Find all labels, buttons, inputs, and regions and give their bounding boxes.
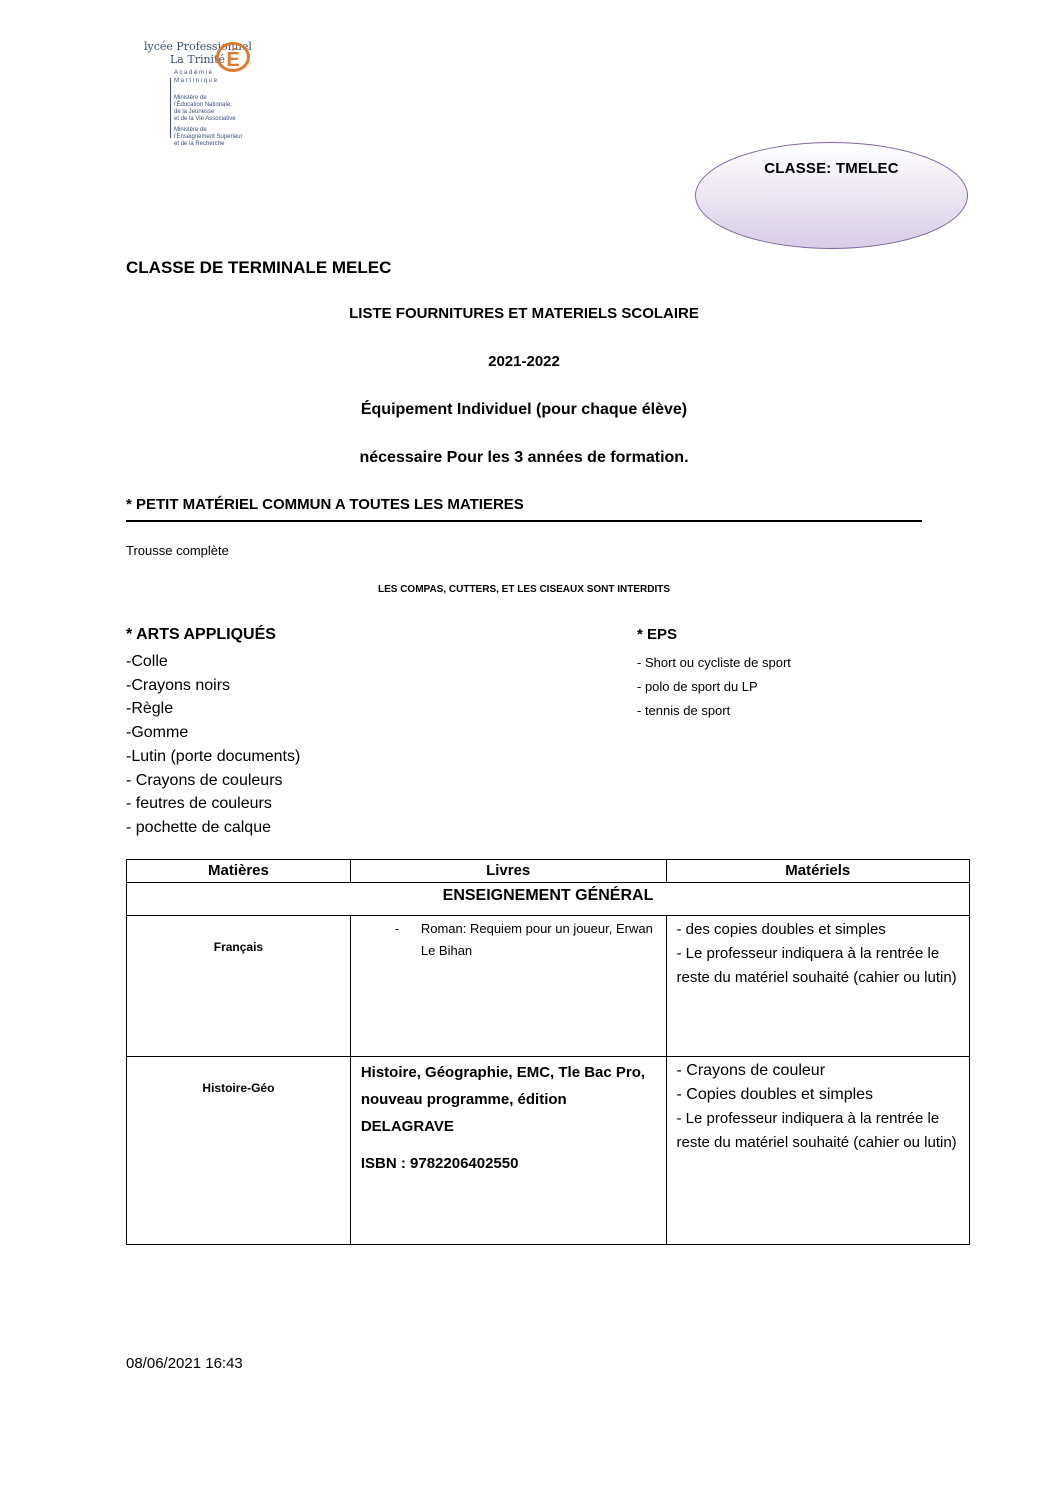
table-section-row xyxy=(127,883,970,916)
logo-small-line: M a r t i n i q u e xyxy=(174,78,218,84)
footer-timestamp: 08/06/2021 16:43 xyxy=(126,1355,243,1372)
book-isbn: ISBN : 9782206402550 xyxy=(360,1155,519,1172)
list-item: - Short ou cycliste de sport xyxy=(637,655,791,670)
section-divider xyxy=(126,520,922,522)
logo-line-2: La Trinité xyxy=(170,53,226,66)
logo-small-line: Ministère de xyxy=(174,95,207,101)
class-badge-oval xyxy=(695,142,968,249)
logo-small-line: et de la Vie Associative xyxy=(174,116,236,122)
materials-cell xyxy=(666,1057,969,1245)
material-item: - Copies doubles et simples xyxy=(676,1086,874,1103)
forbidden-items-warning: LES COMPAS, CUTTERS, ET LES CISEAUX SONT INTERDITS xyxy=(377,584,671,595)
list-item: -Colle xyxy=(126,653,168,670)
material-item: - Le professeur indiquera à la rentrée le reste du matériel souhaité (cahier ou lutin) xyxy=(676,945,957,986)
materials-cell xyxy=(666,916,969,1057)
logo-small-line: A c a d é m i e xyxy=(174,70,213,76)
header-subjects: Matières xyxy=(127,860,351,883)
list-item: - Crayons de couleurs xyxy=(126,771,283,789)
eps-heading: * EPS xyxy=(637,626,678,643)
equipment-title: Équipement Individuel (pour chaque élève) xyxy=(360,401,688,418)
duration-title: nécessaire Pour les 3 années de formation. xyxy=(359,449,689,466)
book-cell xyxy=(350,916,666,1057)
list-item: -Gomme xyxy=(126,724,189,742)
book-text: Histoire, Géographie, EMC, Tle Bac Pro, nouveau programme, édition DELAGRAVE xyxy=(360,1064,646,1135)
table-row xyxy=(127,916,970,1057)
list-item: - tennis de sport xyxy=(637,703,731,718)
logo-small-line: et de la Recherche xyxy=(174,141,225,147)
arts-list xyxy=(126,650,300,840)
list-title: LISTE FOURNITURES ET MATERIELS SCOLAIRE xyxy=(349,305,699,322)
list-dash: - xyxy=(394,921,400,936)
section-general: ENSEIGNEMENT GÉNÉRAL xyxy=(127,883,970,916)
common-supplies-item: Trousse complète xyxy=(126,543,229,558)
table-header-row xyxy=(127,860,970,883)
table-row xyxy=(127,1057,970,1245)
eps-list xyxy=(637,651,791,723)
header-materials: Matériels xyxy=(666,860,969,883)
logo-small-line: Ministère de xyxy=(174,127,207,133)
material-item: - Le professeur indiquera à la rentrée le reste du matériel souhaité (cahier ou lutin) xyxy=(676,1110,957,1151)
list-item: - feutres de couleurs xyxy=(126,795,272,813)
list-item: - pochette de calque xyxy=(126,818,271,836)
list-item: - polo de sport du LP xyxy=(637,679,758,694)
school-year: 2021-2022 xyxy=(488,353,560,370)
list-item: -Règle xyxy=(126,700,174,718)
list-item: -Crayons noirs xyxy=(126,676,231,694)
book-cell xyxy=(350,1057,666,1245)
arts-heading: * ARTS APPLIQUÉS xyxy=(126,626,276,643)
logo-small-line: de la Jeunesse xyxy=(174,109,215,115)
logo-small-line: l'Enseignement Supérieur xyxy=(174,134,243,140)
logo-divider xyxy=(170,78,171,138)
book-text: Roman: Requiem pour un joueur, Erwan Le Bihan xyxy=(420,921,653,958)
material-item: - des copies doubles et simples xyxy=(676,921,886,938)
material-item: - Crayons de couleur xyxy=(676,1062,826,1079)
subject-cell: Français xyxy=(127,916,351,1057)
page-heading: CLASSE DE TERMINALE MELEC xyxy=(126,258,392,277)
supplies-table xyxy=(126,859,970,1245)
list-item: -Lutin (porte documents) xyxy=(126,747,301,765)
school-logo xyxy=(140,40,265,150)
class-badge-text: CLASSE: TMELEC xyxy=(764,160,899,177)
logo-line-1: lycée Professionnel xyxy=(144,40,252,53)
logo-small-line: l'Éducation Nationale, xyxy=(174,102,232,108)
header-books: Livres xyxy=(350,860,666,883)
subject-cell: Histoire-Géo xyxy=(127,1057,351,1245)
logo-e-mark: É xyxy=(216,42,250,72)
common-supplies-heading: * PETIT MATÉRIEL COMMUN A TOUTES LES MATIERES xyxy=(126,496,524,513)
